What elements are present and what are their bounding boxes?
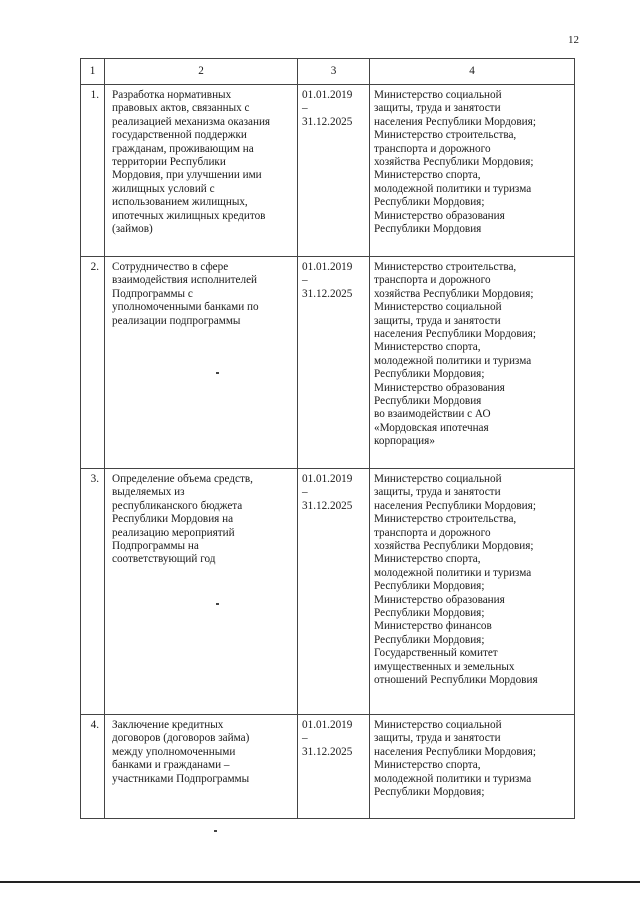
- responsible-executors-line: Министерство социальной: [374, 89, 502, 101]
- responsible-executors-line: Министерство спорта,: [374, 341, 481, 354]
- measure-description: [105, 469, 298, 715]
- page-bottom-edge: [0, 881, 640, 883]
- measure-description: [105, 257, 298, 469]
- measure-description-line: использованием жилищных,: [112, 196, 248, 209]
- responsible-executors-line: молодежной политики и туризма: [374, 566, 532, 579]
- measure-description-line: между уполномоченными: [112, 745, 236, 758]
- responsible-executors-line: Министерство строительства,: [374, 129, 517, 142]
- measure-description-line: государственной поддержки: [112, 129, 247, 142]
- responsible-executors-line: Министерство образования: [374, 381, 505, 394]
- responsible-executors-line: Республики Мордовия;: [374, 580, 485, 593]
- responsible-executors: [370, 85, 575, 257]
- responsible-executors-line: Министерство спорта,: [374, 169, 481, 182]
- responsible-executors-line: Министерство финансов: [374, 620, 492, 633]
- period-dates: [298, 85, 370, 257]
- responsible-executors-line: Министерство образования: [374, 593, 505, 606]
- measure-description-line: жилищных условий с: [112, 182, 215, 195]
- period-dates-line: 01.01.2019: [302, 719, 353, 731]
- responsible-executors-line: транспорта и дорожного: [374, 142, 491, 155]
- responsible-executors-line: Государственный комитет: [374, 647, 498, 660]
- responsible-executors-line: Министерство социальной: [374, 301, 502, 314]
- measures-table: [80, 58, 575, 819]
- responsible-executors-line: Республики Мордовия;: [374, 607, 485, 620]
- measure-description-line: Подпрограммы на: [112, 540, 199, 553]
- responsible-executors-line: Республики Мордовия: [374, 223, 482, 236]
- period-dates-line: –: [302, 732, 308, 745]
- responsible-executors-line: населения Республики Мордовия;: [374, 328, 536, 341]
- period-dates-line: –: [302, 274, 308, 287]
- responsible-executors-line: защиты, труда и занятости: [374, 314, 501, 327]
- page-number: 12: [568, 34, 579, 46]
- scan-mark: [216, 372, 219, 374]
- responsible-executors-line: Республики Мордовия;: [374, 633, 485, 646]
- responsible-executors-line: имущественных и земельных: [374, 660, 515, 673]
- responsible-executors-line: Республики Мордовия;: [374, 368, 485, 381]
- measure-description: [105, 85, 298, 257]
- responsible-executors: [370, 257, 575, 469]
- responsible-executors-line: населения Республики Мордовия;: [374, 745, 536, 758]
- measure-description-line: Разработка нормативных: [112, 89, 232, 101]
- measure-description-line: реализацию мероприятий: [112, 526, 235, 539]
- measure-description-line: соответствующий год: [112, 553, 216, 566]
- period-dates-line: 31.12.2025: [302, 499, 353, 512]
- responsible-executors-line: транспорта и дорожного: [374, 526, 491, 539]
- table-row: [81, 257, 575, 469]
- responsible-executors-line: хозяйства Республики Мордовия;: [374, 287, 534, 300]
- responsible-executors-line: транспорта и дорожного: [374, 274, 491, 287]
- period-dates: [298, 715, 370, 819]
- measure-description-line: республиканского бюджета: [112, 499, 243, 512]
- measure-description-line: Сотрудничество в сфере: [112, 261, 229, 273]
- measure-description-line: Определение объема средств,: [112, 473, 253, 485]
- header-cell-2: 2: [105, 59, 298, 85]
- measure-description-line: выделяемых из: [112, 486, 185, 499]
- responsible-executors-line: молодежной политики и туризма: [374, 182, 532, 195]
- row-number: 4.: [81, 715, 105, 819]
- period-dates-line: –: [302, 486, 308, 499]
- period-dates: [298, 469, 370, 715]
- responsible-executors-line: Министерство образования: [374, 209, 505, 222]
- responsible-executors-line: корпорация»: [374, 435, 435, 448]
- responsible-executors-line: Министерство строительства,: [374, 261, 517, 273]
- measure-description-line: участниками Подпрограммы: [112, 772, 250, 785]
- responsible-executors-line: Республики Мордовия: [374, 395, 482, 408]
- measure-description: [105, 715, 298, 819]
- responsible-executors-line: Министерство спорта,: [374, 759, 481, 772]
- responsible-executors-line: защиты, труда и занятости: [374, 102, 501, 115]
- measure-description-line: гражданам, проживающим на: [112, 142, 254, 155]
- period-dates-line: 31.12.2025: [302, 115, 353, 128]
- period-dates-line: 31.12.2025: [302, 745, 353, 758]
- measure-description-line: взаимодействия исполнителей: [112, 274, 258, 287]
- header-cell-1: 1: [81, 59, 105, 85]
- table-row: [81, 85, 575, 257]
- responsible-executors-line: Республики Мордовия;: [374, 196, 485, 209]
- period-dates-line: –: [302, 102, 308, 115]
- header-cell-3: 3: [298, 59, 370, 85]
- measure-description-line: договоров (договоров займа): [112, 732, 250, 745]
- header-cell-4: 4: [370, 59, 575, 85]
- measure-description-line: (займов): [112, 223, 153, 236]
- table-row: [81, 715, 575, 819]
- measure-description-line: реализацией механизма оказания: [112, 115, 271, 128]
- measure-description-line: Заключение кредитных: [112, 719, 224, 731]
- responsible-executors-line: хозяйства Республики Мордовия;: [374, 540, 534, 553]
- responsible-executors-line: отношений Республики Мордовия: [374, 674, 538, 687]
- responsible-executors: [370, 469, 575, 715]
- scan-mark: [216, 603, 219, 605]
- table-header-row: [81, 59, 575, 85]
- measure-description-line: уполномоченными банками по: [112, 301, 259, 314]
- responsible-executors-line: Республики Мордовия;: [374, 786, 485, 799]
- responsible-executors-line: молодежной политики и туризма: [374, 354, 532, 367]
- measure-description-line: Республики Мордовия на: [112, 513, 234, 526]
- responsible-executors-line: Министерство спорта,: [374, 553, 481, 566]
- measure-description-line: банками и гражданами –: [112, 759, 230, 772]
- responsible-executors-line: Министерство социальной: [374, 473, 502, 485]
- period-dates: [298, 257, 370, 469]
- row-number: 3.: [81, 469, 105, 715]
- measure-description-line: ипотечных жилищных кредитов: [112, 209, 266, 222]
- responsible-executors-line: молодежной политики и туризма: [374, 772, 532, 785]
- measure-description-line: территории Республики: [112, 156, 226, 169]
- table-row: [81, 469, 575, 715]
- responsible-executors-line: защиты, труда и занятости: [374, 732, 501, 745]
- responsible-executors-line: хозяйства Республики Мордовия;: [374, 156, 534, 169]
- responsible-executors: [370, 715, 575, 819]
- scan-mark: [214, 830, 217, 832]
- period-dates-line: 01.01.2019: [302, 89, 353, 101]
- row-number: 1.: [81, 85, 105, 257]
- period-dates-line: 31.12.2025: [302, 287, 353, 300]
- responsible-executors-line: во взаимодействии с АО: [374, 408, 491, 421]
- responsible-executors-line: Министерство социальной: [374, 719, 502, 731]
- responsible-executors-line: населения Республики Мордовия;: [374, 499, 536, 512]
- period-dates-line: 01.01.2019: [302, 261, 353, 273]
- row-number: 2.: [81, 257, 105, 469]
- responsible-executors-line: защиты, труда и занятости: [374, 486, 501, 499]
- responsible-executors-line: «Мордовская ипотечная: [374, 421, 489, 434]
- period-dates-line: 01.01.2019: [302, 473, 353, 485]
- responsible-executors-line: населения Республики Мордовия;: [374, 115, 536, 128]
- measure-description-line: Подпрограммы с: [112, 287, 193, 300]
- responsible-executors-line: Министерство строительства,: [374, 513, 517, 526]
- measure-description-line: реализации подпрограммы: [112, 314, 241, 327]
- measure-description-line: правовых актов, связанных с: [112, 102, 250, 115]
- measure-description-line: Мордовия, при улучшении ими: [112, 169, 262, 182]
